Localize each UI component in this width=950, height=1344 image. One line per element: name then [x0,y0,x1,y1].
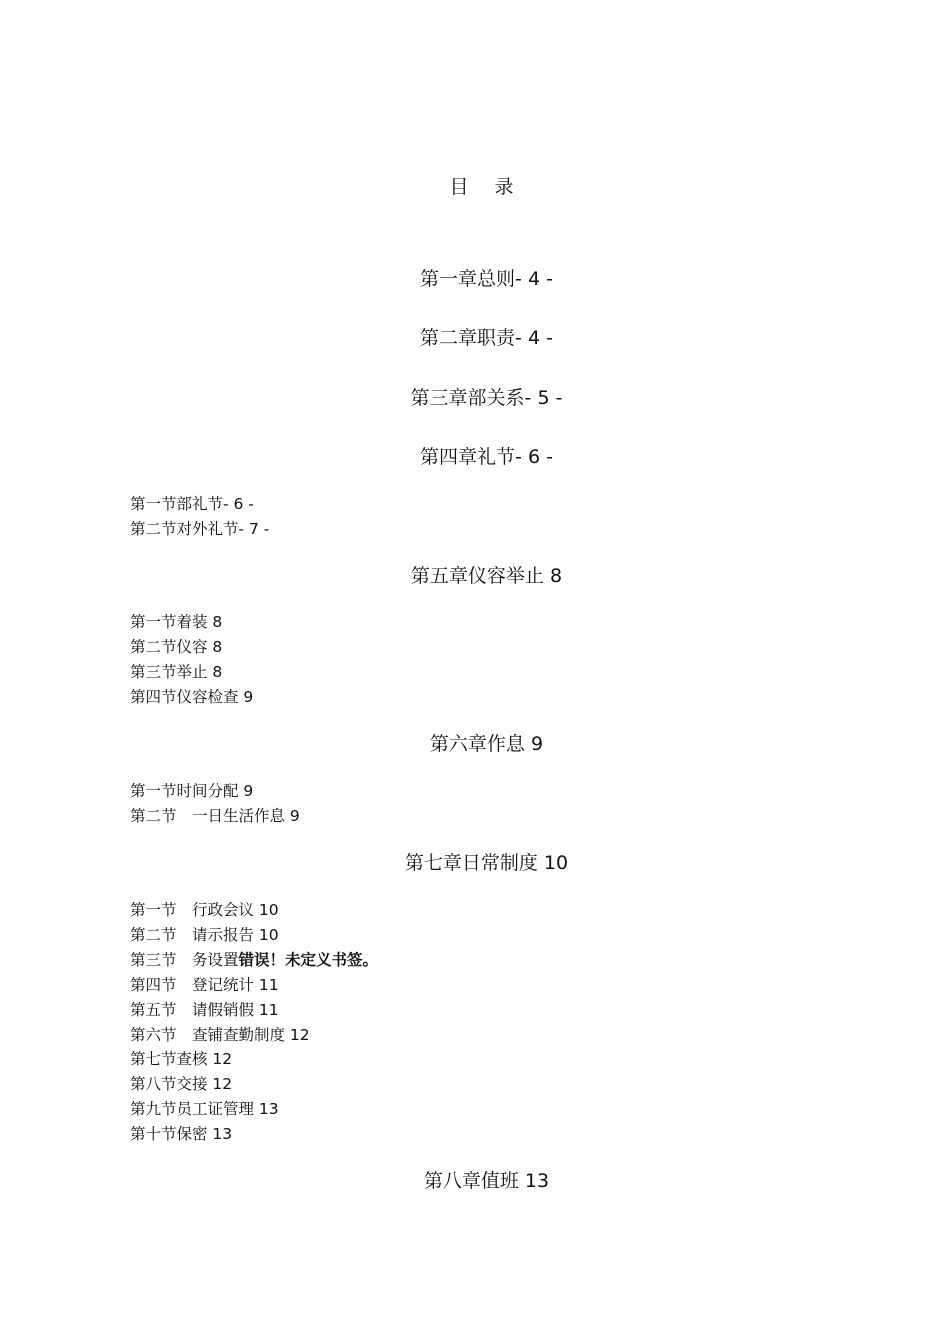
toc-section-4-1[interactable]: 第一节部礼节- 6 - [130,495,254,513]
toc-chapter-1[interactable]: 第一章总则- 4 - [420,268,553,290]
toc-chapter-7[interactable]: 第七章日常制度 10 [404,852,569,874]
toc-section-5-3[interactable]: 第三节举止 8 [130,663,223,681]
toc-section-7-7[interactable]: 第七节查核 12 [130,1050,233,1068]
toc-section-7-6[interactable]: 第六节 查铺查勤制度 12 [130,1026,310,1044]
bookmark-error-text: 错误！未定义书签。 [238,951,379,969]
toc-section-5-4[interactable]: 第四节仪容检查 9 [130,688,254,706]
toc-section-7-5[interactable]: 第五节 请假销假 11 [130,1001,279,1019]
toc-chapter-3[interactable]: 第三章部关系- 5 - [410,387,563,409]
toc-section-7-1[interactable]: 第一节 行政会议 10 [130,901,279,919]
toc-section-6-1[interactable]: 第一节时间分配 9 [130,782,254,800]
toc-section-7-10[interactable]: 第十节保密 13 [130,1125,233,1143]
toc-chapter-6[interactable]: 第六章作息 9 [429,733,544,755]
toc-section-7-2[interactable]: 第二节 请示报告 10 [130,926,279,944]
toc-chapter-2[interactable]: 第二章职责- 4 - [420,327,553,349]
toc-chapter-4[interactable]: 第四章礼节- 6 - [420,446,553,468]
toc-section-4-2[interactable]: 第二节对外礼节- 7 - [130,520,270,538]
toc-section-7-8[interactable]: 第八节交接 12 [130,1075,233,1093]
toc-section-5-2[interactable]: 第二节仪容 8 [130,638,223,656]
toc-section-7-3[interactable] [130,950,378,970]
toc-section-7-3-label: 第三节 务设置 [130,951,239,969]
toc-section-6-2[interactable]: 第二节 一日生活作息 9 [130,807,300,825]
toc-section-5-1[interactable]: 第一节着装 8 [130,613,223,631]
toc-section-7-4[interactable]: 第四节 登记统计 11 [130,976,279,994]
toc-title: 目 录 [449,176,524,198]
toc-section-7-9[interactable]: 第九节员工证管理 13 [130,1100,279,1118]
toc-chapter-8[interactable]: 第八章值班 13 [423,1170,550,1192]
toc-chapter-5[interactable]: 第五章仪容举止 8 [410,565,563,587]
